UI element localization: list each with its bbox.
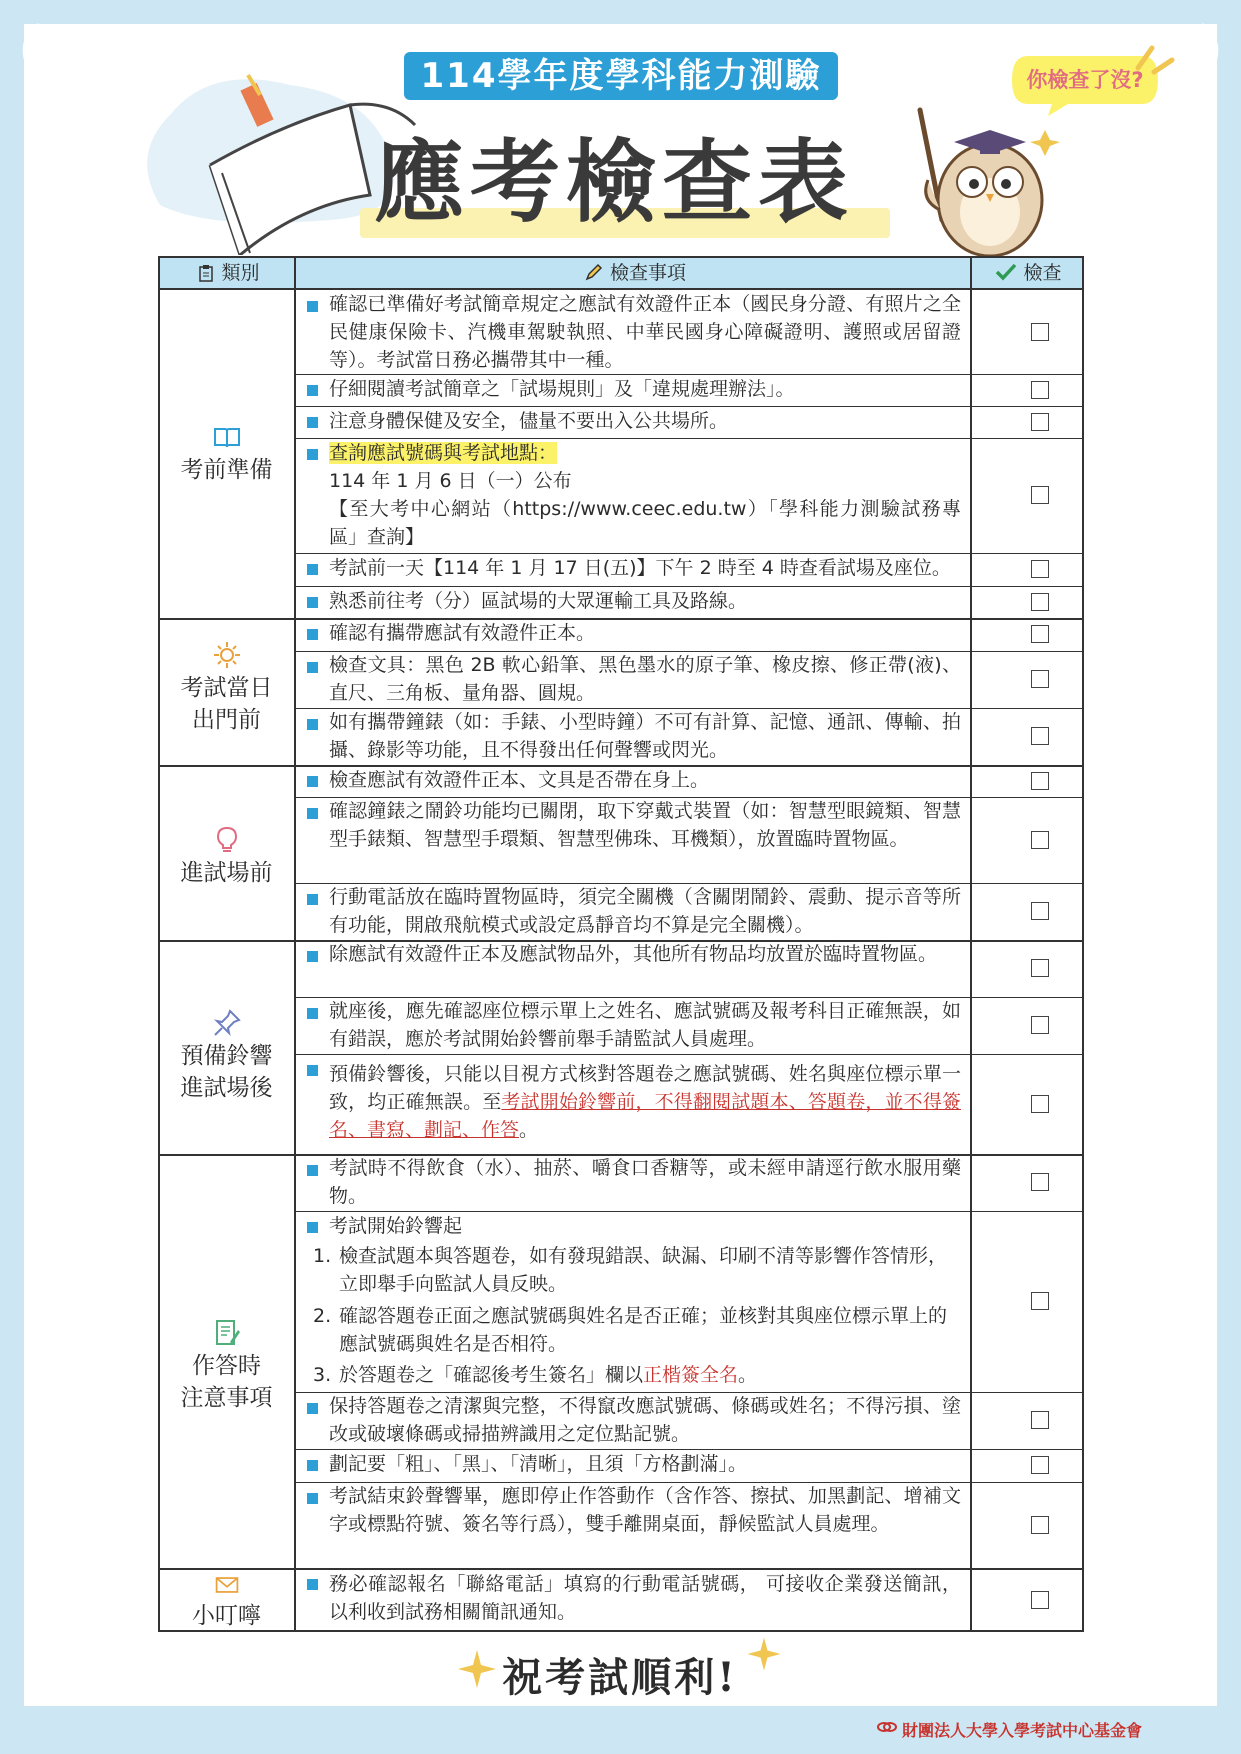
checkbox[interactable] bbox=[1031, 727, 1049, 745]
checkbox[interactable] bbox=[1031, 381, 1049, 399]
header-category-label: 類別 bbox=[221, 262, 260, 284]
corner-flourish-icon bbox=[18, 18, 74, 74]
list-item: 行動電話放在臨時置物區時，須完全關機（含關閉鬧鈴、震動、提示音等所有功能，開啟飛航模式或設定爲靜音均不算是完全關機）。 bbox=[295, 883, 971, 940]
list-item: 確認有攜帶應試有效證件正本。 bbox=[295, 618, 971, 651]
bullet-icon bbox=[307, 597, 318, 608]
bullet-icon bbox=[307, 808, 318, 819]
header-check-label: 檢查 bbox=[1023, 262, 1062, 284]
list-item: 保持答題卷之清潔與完整，不得竄改應試號碼、條碼或姓名；不得污損、塗改或破壞條碼或掃描辨識用之定位點記號。 bbox=[295, 1392, 971, 1449]
category-exam-prep: 考前準備 bbox=[158, 422, 295, 486]
category-after-entering: 預備鈴響 進試場後 bbox=[158, 1008, 295, 1104]
bubble-text: 你檢查了沒? bbox=[1026, 68, 1144, 92]
organization-name: 財團法人大學入學考試中心基金會 bbox=[902, 1721, 1143, 1740]
sparkle-icon bbox=[454, 1646, 500, 1692]
category-answering: 作答時 注意事項 bbox=[158, 1318, 295, 1414]
checkbox[interactable] bbox=[1031, 560, 1049, 578]
list-item: 務必確認報名「聯絡電話」填寫的行動電話號碼， 可接收企業發送簡訊，以利收到試務相關簡訊通知。 bbox=[295, 1568, 971, 1632]
checkbox[interactable] bbox=[1031, 1016, 1049, 1034]
checkbox[interactable] bbox=[1031, 670, 1049, 688]
checkbox[interactable] bbox=[1031, 1591, 1049, 1609]
book-icon bbox=[212, 422, 242, 452]
list-item: 除應試有效證件正本及應試物品外，其他所有物品均放置於臨時置物區。 bbox=[295, 940, 971, 997]
checkbox[interactable] bbox=[1031, 413, 1049, 431]
category-reminder: 小叮嚀 bbox=[158, 1572, 295, 1632]
checkbox[interactable] bbox=[1031, 486, 1049, 504]
subtitle-banner: 114學年度學科能力測驗 bbox=[404, 52, 838, 100]
checkbox[interactable] bbox=[1031, 1456, 1049, 1474]
category-exam-day: 考試當日 出門前 bbox=[158, 640, 295, 736]
owl-mascot-icon bbox=[880, 100, 1060, 260]
category-before-entering: 進試場前 bbox=[158, 825, 295, 889]
list-item: 就座後，應先確認座位標示單上之姓名、應試號碼及報考科目正確無誤，如有錯誤，應於考試開始鈴響前舉手請監試人員處理。 bbox=[295, 997, 971, 1054]
list-item: 確認已準備好考試簡章規定之應試有效證件正本（國民身分證、有照片之全民健康保險卡、汽機車駕駛執照、中華民國身心障礙證明、護照或居留證等）。考試當日務必攜帶其中一種。 bbox=[295, 290, 971, 374]
bullet-icon bbox=[307, 1460, 318, 1471]
page-title: 應考檢查表 bbox=[374, 129, 854, 235]
list-item: 查詢應試號碼與考試地點： 114 年 1 月 6 日（一）公布 【至大考中心網站（https://www.ceec.edu.tw）「學科能力測驗試務專區」查詢】 bbox=[295, 438, 971, 553]
bullet-icon bbox=[307, 1493, 318, 1504]
checkbox[interactable] bbox=[1031, 323, 1049, 341]
bullet-icon bbox=[307, 951, 318, 962]
list-item: 預備鈴響後，只能以目視方式核對答題卷之應試號碼、姓名與座位標示單一致，均正確無誤。至考試開始鈴響前，不得翻閱試題本、答題卷，並不得簽名、書寫、劃記、作答。 bbox=[295, 1054, 971, 1154]
checkbox[interactable] bbox=[1031, 959, 1049, 977]
bullet-icon bbox=[307, 449, 318, 460]
header-items-label: 檢查事項 bbox=[610, 262, 687, 284]
bullet-icon bbox=[307, 1579, 318, 1590]
list-item: 熟悉前往考（分）區試場的大眾運輸工具及路線。 bbox=[295, 586, 971, 618]
poster-page bbox=[24, 24, 1217, 1740]
envelope-icon bbox=[214, 1572, 240, 1598]
checkbox[interactable] bbox=[1031, 831, 1049, 849]
sparkle-icon bbox=[744, 1634, 784, 1674]
bullet-icon bbox=[307, 662, 318, 673]
pushpin-icon bbox=[212, 1008, 242, 1038]
checkbox[interactable] bbox=[1031, 1292, 1049, 1310]
list-item: 考試結束鈴聲響畢，應即停止作答動作（含作答、擦拭、加黑劃記、增補文字或標點符號、簽名等行爲），雙手離開桌面，靜候監試人員處理。 bbox=[295, 1482, 971, 1568]
ceec-logo-icon bbox=[876, 1716, 898, 1738]
bullet-icon bbox=[307, 1065, 318, 1076]
numbered-item: 3. 於答題卷之「確認後考生簽名」欄以正楷簽全名。 bbox=[313, 1364, 758, 1386]
list-item: 如有攜帶鐘錶（如：手錶、小型時鐘）不可有計算、記憶、通訊、傳輸、拍攝、錄影等功能，且不得發出任何聲響或閃光。 bbox=[295, 708, 971, 765]
lightbulb-icon bbox=[212, 825, 242, 855]
checkbox[interactable] bbox=[1031, 902, 1049, 920]
checkbox[interactable] bbox=[1031, 625, 1049, 643]
checklist-table bbox=[158, 256, 1084, 1632]
checkbox[interactable] bbox=[1031, 1095, 1049, 1113]
list-item: 確認鐘錶之鬧鈴功能均已關閉，取下穿戴式裝置（如：智慧型眼鏡類、智慧型手錶類、智慧型手環類、智慧型佛珠、耳機類），放置臨時置物區。 bbox=[295, 797, 971, 883]
list-item: 考試開始鈴響起 1. 檢查試題本與答題卷，如有發現錯誤、缺漏、印刷不清等影響作答情形，立即舉手向監試人員反映。 2. 確認答題卷正面之應試號碼與姓名是否正確；並核對其與座位標示單上的應試號碼與姓名是否相符。 3. 於答題卷之「確認後考生簽名」欄以正楷簽全名。 bbox=[295, 1211, 971, 1392]
bullet-icon bbox=[307, 629, 318, 640]
bullet-icon bbox=[307, 776, 318, 787]
list-item: 仔細閱讀考試簡章之「試場規則」及「違規處理辦法」。 bbox=[295, 374, 971, 406]
bullet-icon bbox=[307, 1222, 318, 1233]
bullet-icon bbox=[307, 1008, 318, 1019]
list-item: 考試時不得飲食（水）、抽菸、嚼食口香糖等，或未經申請逕行飲水服用藥物。 bbox=[295, 1154, 971, 1211]
good-luck-message: 祝考試順利! bbox=[502, 1654, 738, 1701]
bullet-icon bbox=[307, 1403, 318, 1414]
bullet-icon bbox=[307, 1165, 318, 1176]
checkbox[interactable] bbox=[1031, 772, 1049, 790]
checkbox[interactable] bbox=[1031, 1411, 1049, 1429]
document-edit-icon bbox=[212, 1318, 242, 1348]
list-item: 檢查文具：黑色 2B 軟心鉛筆、黑色墨水的原子筆、橡皮擦、修正帶(液)、直尺、三角板、量角器、圓規。 bbox=[295, 651, 971, 708]
checkbox[interactable] bbox=[1031, 1516, 1049, 1534]
checkbox[interactable] bbox=[1031, 1173, 1049, 1191]
bullet-icon bbox=[307, 564, 318, 575]
bullet-icon bbox=[307, 301, 318, 312]
sun-icon bbox=[212, 640, 242, 670]
bullet-icon bbox=[307, 894, 318, 905]
list-item: 檢查應試有效證件正本、文具是否帶在身上。 bbox=[295, 765, 971, 797]
sparkle-rays-icon bbox=[1130, 38, 1180, 78]
numbered-item: 1. 檢查試題本與答題卷，如有發現錯誤、缺漏、印刷不清等影響作答情形，立即舉手向監試人員反映。 bbox=[313, 1245, 948, 1295]
list-item: 注意身體保健及安全，儘量不要出入公共場所。 bbox=[295, 406, 971, 438]
numbered-item: 2. 確認答題卷正面之應試號碼與姓名是否正確；並核對其與座位標示單上的應試號碼與姓名是否相符。 bbox=[313, 1305, 948, 1355]
checkbox[interactable] bbox=[1031, 593, 1049, 611]
list-item: 劃記要「粗」、「黑」、「清晰」，且須「方格劃滿」。 bbox=[295, 1449, 971, 1482]
list-item: 考試前一天【114 年 1 月 17 日(五)】下午 2 時至 4 時查看試場及座位。 bbox=[295, 553, 971, 586]
bullet-icon bbox=[307, 417, 318, 428]
bullet-icon bbox=[307, 385, 318, 396]
bullet-icon bbox=[307, 719, 318, 730]
